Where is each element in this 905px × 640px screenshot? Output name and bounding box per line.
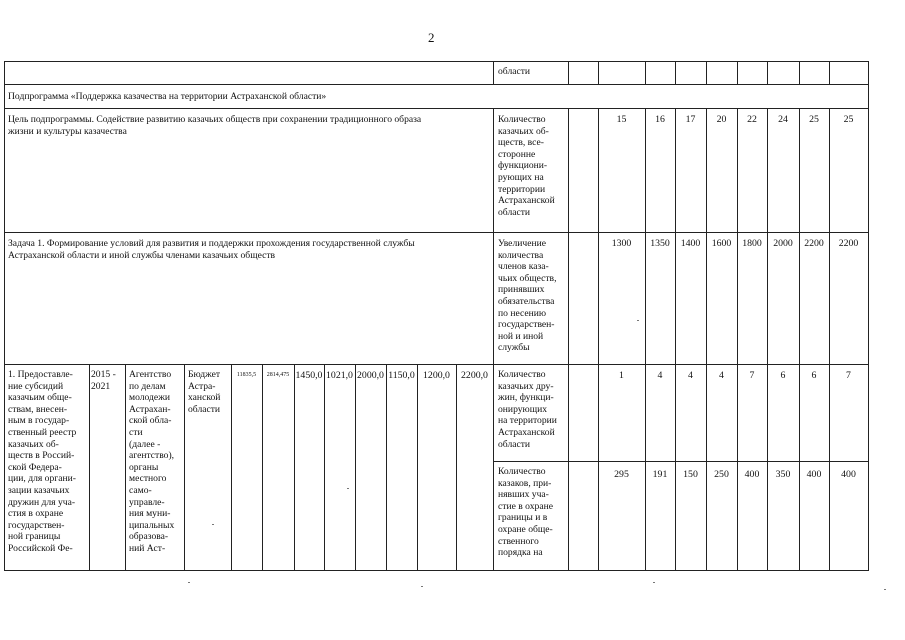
measure-1-name-line: ции, для органи- <box>8 473 76 485</box>
value-col-line-top-2 <box>645 61 646 85</box>
indicator-1-value-2: 4 <box>657 370 663 381</box>
col-line-left <box>4 61 5 571</box>
scan-speck <box>188 582 190 583</box>
indicator-2-value-1: 295 <box>614 469 629 480</box>
task-1-text <box>8 238 492 261</box>
measure-1-executor-line: молодежи <box>129 392 170 404</box>
row-line-5 <box>493 461 869 462</box>
task-1-indicator-line: принявших <box>498 284 545 296</box>
value-col-line-top-6 <box>767 61 768 85</box>
scan-speck <box>637 320 639 321</box>
goal-value-5: 22 <box>747 114 757 125</box>
indicator-1-value-5: 7 <box>749 370 755 381</box>
funding-amount-3: 1450,0 <box>295 370 323 381</box>
measure-1-source-line: области <box>188 403 221 415</box>
funding-amount-8: 2200,0 <box>461 370 488 381</box>
value-col-line-8 <box>829 108 830 571</box>
goal-indicator-line: функциони- <box>498 160 548 172</box>
measure-1-executor-line: сти <box>129 426 143 438</box>
goal-value-4: 20 <box>716 114 727 125</box>
measure-1-name-line: казачьим обще- <box>8 392 72 404</box>
indicator-line: ственного <box>498 535 539 547</box>
row-line-3 <box>4 232 869 233</box>
indicator-line: области <box>498 438 531 450</box>
value-col-line-6 <box>767 108 768 571</box>
indicator-line: жин, функци- <box>498 392 554 404</box>
goal-value-7: 25 <box>809 114 819 125</box>
row-line-top <box>4 61 869 62</box>
col-line-amount-4 <box>355 364 356 571</box>
measure-1-executor-line: ской обла- <box>129 415 172 427</box>
indicator-2-value-6: 350 <box>775 469 791 480</box>
indicator-line: онирующих <box>498 403 548 415</box>
task-1-indicator-line: чьих обществ, <box>498 272 557 284</box>
indicator-line: Количество <box>498 369 546 380</box>
value-col-line-top-0 <box>568 61 569 85</box>
goal-indicator-line: казачьих об- <box>498 125 549 137</box>
indicator-2-value-5: 400 <box>744 469 760 480</box>
measure-1-period-line: 2021 <box>91 380 111 392</box>
funding-amount-1: 11835,5 <box>236 372 257 378</box>
goal-indicator-line: сторонне <box>498 148 536 160</box>
scan-speck <box>421 586 423 587</box>
indicator-line: порядка на <box>498 547 543 559</box>
page-number: 2 <box>428 30 435 45</box>
scan-speck <box>653 582 655 583</box>
goal-text <box>8 114 492 137</box>
value-col-line-top-8 <box>829 61 830 85</box>
scan-speck <box>347 488 349 489</box>
measure-1-name-line: ствам, внесен- <box>8 403 68 415</box>
measure-1-executor-line: органы <box>129 461 159 473</box>
measure-1-name-line: дружин для уча- <box>8 496 76 508</box>
measure-1-period-line: 2015 - <box>91 369 116 380</box>
value-col-line-top-7 <box>799 61 800 85</box>
measure-1-executor-line: агентство), <box>129 450 175 462</box>
funding-amount-6: 1150,0 <box>388 370 415 381</box>
task-1-indicator-line: службы <box>498 342 530 354</box>
goal-line-2: жизни и культуры казачества <box>8 125 127 137</box>
measure-1-source-line: Астра- <box>188 380 216 392</box>
value-col-line-top-1 <box>598 61 599 85</box>
task-1-indicator-line: обязательства <box>498 295 555 307</box>
task-1-value-7: 2200 <box>804 238 824 249</box>
measure-1-executor-line: местного <box>129 473 167 485</box>
value-col-line-7 <box>799 108 800 571</box>
indicator-1-value-6: 6 <box>780 370 786 381</box>
goal-indicator-line: Количество <box>498 114 546 125</box>
measure-1-executor-line: (далее - <box>129 438 161 450</box>
row-line-2 <box>4 108 869 109</box>
indicator-line: Количество <box>498 466 546 477</box>
indicator-2-value-7: 400 <box>806 469 822 480</box>
col-line-name <box>89 364 90 571</box>
col-line-amount-5 <box>386 364 387 571</box>
value-col-line-top-5 <box>737 61 738 85</box>
indicator-line: нявших уча- <box>498 489 549 501</box>
row-line-4 <box>4 364 869 365</box>
measure-1-executor-line: ния муни- <box>129 508 171 520</box>
indicator-line: на территории <box>498 415 557 427</box>
measure-1-name-line: стия в охране <box>8 508 64 520</box>
value-col-line-1 <box>598 108 599 571</box>
value-col-line-0 <box>568 108 569 571</box>
measure-1-name-line: ственный реестр <box>8 426 77 438</box>
task-1-indicator-line: по несению <box>498 307 547 319</box>
value-col-line-2 <box>645 108 646 571</box>
measure-1-name-line: казачьих об- <box>8 438 59 450</box>
measure-1-name <box>8 369 88 555</box>
col-line-amount-7 <box>456 364 457 571</box>
col-line-right <box>868 61 869 571</box>
task-1-value-2: 1350 <box>650 238 670 249</box>
value-col-line-top-4 <box>706 61 707 85</box>
indicator-1-value-3: 4 <box>688 370 693 381</box>
col-line-amount-6 <box>417 364 418 571</box>
goal-indicator <box>498 114 568 218</box>
measure-1-funding-source <box>188 369 230 415</box>
col-line-indicator-top <box>493 61 494 85</box>
funding-amount-7: 1200,0 <box>423 370 450 381</box>
indicator-line: Астраханской <box>498 426 555 438</box>
indicator-1-value-8: 7 <box>846 370 851 381</box>
goal-line-1: Цель подпрограммы. Содействие развитию казачьих обществ при сохранении традиционного образа <box>8 114 422 125</box>
measure-1-executor-line: само- <box>129 484 152 496</box>
measure-1-executor <box>129 369 183 555</box>
indicator-line: казаков, при- <box>498 477 552 489</box>
goal-value-8: 25 <box>843 114 854 125</box>
subprogram-title: Подпрограмма «Поддержка казачества на территории Астраханской области» <box>8 91 327 102</box>
col-line-period <box>125 364 126 571</box>
goal-value-3: 17 <box>685 114 696 125</box>
indicator-1-value-7: 6 <box>811 370 817 381</box>
goal-value-1: 15 <box>616 114 627 125</box>
indicator-line: казачьих дру- <box>498 380 554 392</box>
measure-1-executor-line: ципальных <box>129 519 175 531</box>
task-1-value-6: 2000 <box>773 238 793 249</box>
indicator-1-value-1: 1 <box>619 370 624 381</box>
funding-amount-5: 2000,0 <box>357 370 384 381</box>
task-1-indicator <box>498 238 568 354</box>
col-line-source <box>231 364 232 571</box>
scan-speck <box>212 524 214 525</box>
measure-1-name-line: Российской Фе- <box>8 542 73 554</box>
task-1-indicator-line: Увеличение <box>498 238 546 249</box>
measure-1-source-line: ханской <box>188 392 221 404</box>
value-col-line-3 <box>675 108 676 571</box>
value-col-line-4 <box>706 108 707 571</box>
measure-1-period <box>91 369 124 392</box>
measure-1-executor-line: управле- <box>129 496 165 508</box>
row-line-bottom <box>4 570 869 571</box>
measure-1-name-line: ным в государ- <box>8 415 70 427</box>
funding-amount-2: 2814,475 <box>266 372 290 378</box>
col-line-amount-2 <box>294 364 295 571</box>
task-1-line-1: Задача 1. Формирование условий для развития и поддержки прохождения государственной службы <box>8 238 415 249</box>
indicator-1-value-4: 4 <box>719 370 724 381</box>
indicator-2-value-2: 191 <box>652 469 668 480</box>
task-1-indicator-line: членов каза- <box>498 261 549 273</box>
measure-1-name-line: государствен- <box>8 519 65 531</box>
measure-1-executor-line: Астрахан- <box>129 403 171 415</box>
col-line-amount-1 <box>262 364 263 571</box>
goal-indicator-line: области <box>498 206 531 218</box>
measure-1-name-line: ществ в Россий- <box>8 450 75 462</box>
value-col-line-5 <box>737 108 738 571</box>
goal-indicator-line: территории <box>498 183 546 195</box>
measure-1-name-line: ной границы <box>8 531 61 543</box>
measure-1-executor-line: Агентство <box>129 369 172 380</box>
goal-indicator-line: ществ, все- <box>498 137 544 149</box>
task-1-value-1: 1300 <box>611 238 632 249</box>
goal-value-2: 16 <box>655 114 665 125</box>
measure-1-source-line: Бюджет <box>188 369 221 380</box>
task-1-indicator-line: государствен- <box>498 319 555 331</box>
task-1-line-2: Астраханской области и иной службы членами казачьих обществ <box>8 249 276 261</box>
goal-indicator-line: Астраханской <box>498 195 555 207</box>
measure-1-executor-line: образова- <box>129 531 169 543</box>
col-line-executor <box>184 364 185 571</box>
measure-1-name-line: ние субсидий <box>8 380 64 392</box>
measure-1-executor-line: ний Аст- <box>129 542 166 554</box>
col-line-indicator-goal <box>493 108 494 571</box>
goal-indicator-line: рующих на <box>498 171 544 183</box>
task-1-value-4: 1600 <box>711 238 732 249</box>
funding-amount-4: 1021,0 <box>326 370 353 381</box>
measure-1-indicator-1 <box>498 369 568 450</box>
value-col-line-top-3 <box>675 61 676 85</box>
task-1-indicator-line: ной и иной <box>498 330 544 342</box>
task-1-indicator-line: количества <box>498 249 544 261</box>
measure-1-name-line: зации казачьих <box>8 484 70 496</box>
goal-value-6: 24 <box>778 114 788 125</box>
row-line-1 <box>4 84 869 85</box>
indicator-2-value-3: 150 <box>683 469 698 480</box>
measure-1-indicator-2 <box>498 466 568 559</box>
task-1-value-5: 1800 <box>742 238 762 249</box>
measure-1-name-line: 1. Предоставле- <box>8 369 73 380</box>
indicator-2-value-8: 400 <box>841 469 856 480</box>
col-line-amount-3 <box>324 364 325 571</box>
indicator-line: охране обще- <box>498 523 553 535</box>
indicator-2-value-4: 250 <box>714 469 729 480</box>
task-1-value-3: 1400 <box>680 238 701 249</box>
indicator-line: стие в охране <box>498 500 553 512</box>
scan-speck <box>884 589 886 590</box>
measure-1-name-line: ской Федера- <box>8 461 62 473</box>
indicator-line: границы и в <box>498 512 548 524</box>
measure-1-executor-line: по делам <box>129 380 166 392</box>
top-row-indicator: области <box>498 66 531 77</box>
task-1-value-8: 2200 <box>838 238 859 249</box>
